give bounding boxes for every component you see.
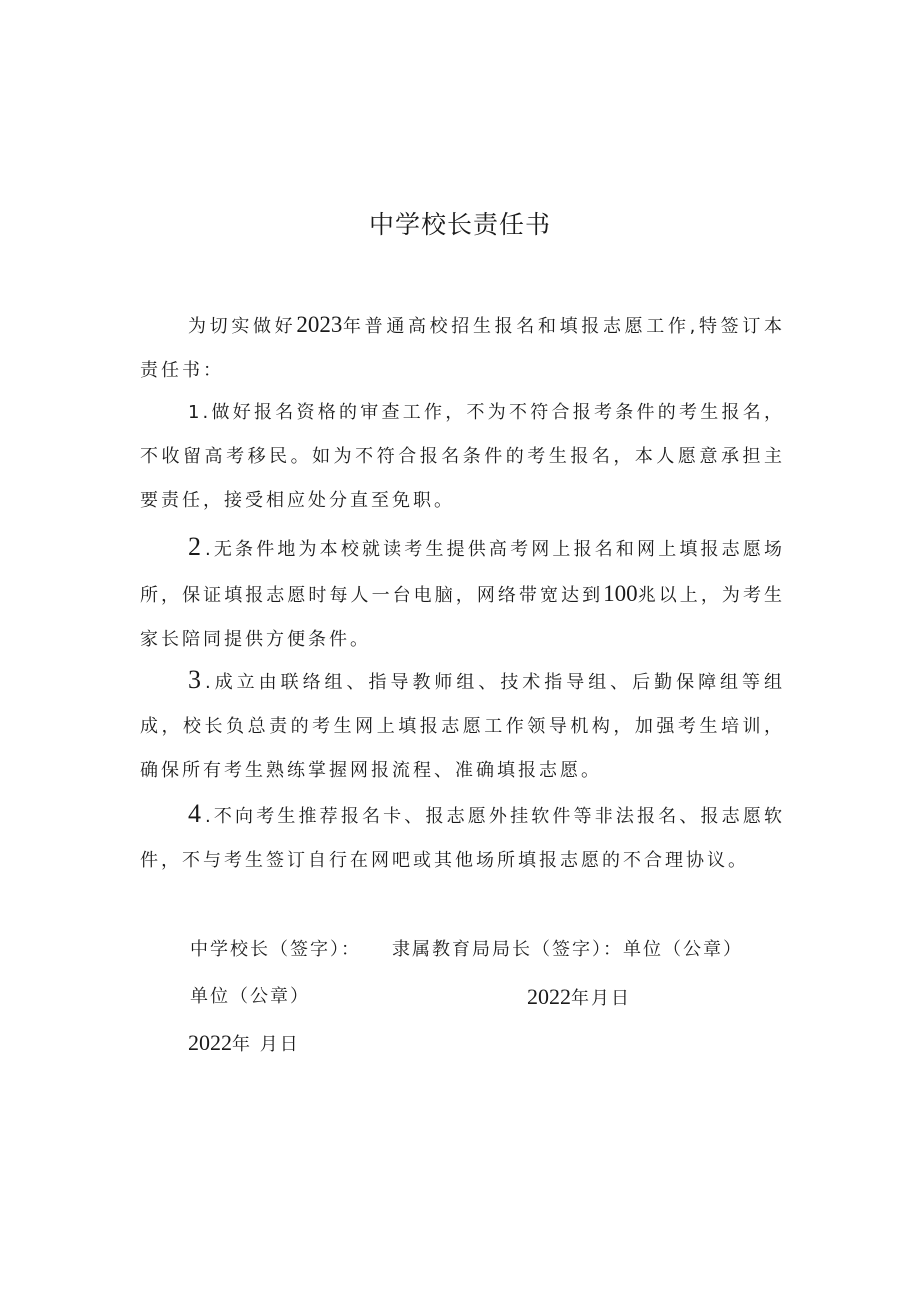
date-right-year: 2022 <box>527 984 571 1009</box>
item-2-paragraph <box>140 525 785 662</box>
date-left-suffix: 年 月日 <box>232 1034 300 1055</box>
item-2-text-after: 兆以上，为考生家长陪同提供方便条件。 <box>140 585 786 650</box>
unit-seal-label: 单位（公章） <box>190 986 310 1007</box>
principal-signature-label: 中学校长（签字）： <box>190 939 361 960</box>
item-4-paragraph <box>140 792 785 883</box>
intro-text-after: 年普通高校招生报名和填报志愿工作,特签订本责任书： <box>140 316 785 381</box>
date-left-year: 2022 <box>188 1030 232 1055</box>
intro-year: 2023 <box>296 312 343 337</box>
item-2-text-before: .无条件地为本校就读考生提供高考网上报名和网上填报志愿场所，保证填报志愿时每人一台电脑，网络带宽达到 <box>140 539 785 606</box>
item-1-number: 1. <box>188 402 212 423</box>
item-2-bandwidth: 100 <box>603 581 638 606</box>
item-2-number: 2 <box>188 532 201 561</box>
item-3-paragraph <box>140 658 785 793</box>
item-3-text: .成立由联络组、指导教师组、技术指导组、后勤保障组等组成，校长负总责的考生网上填报志愿工作领导机构，加强考生培训，确保所有考生熟练掌握网报流程、准确填报志愿。 <box>140 672 785 781</box>
bureau-signature-label: 隶属教育局局长（签字）：单位（公章） <box>392 939 743 960</box>
date-left <box>188 1030 300 1056</box>
item-1-paragraph <box>140 391 785 523</box>
item-1-text: 做好报名资格的审查工作，不为不符合报考条件的考生报名，不收留高考移民。如为不符合报名条件的考生报名，本人愿意承担主要责任，接受相应处分直至免职。 <box>140 402 785 511</box>
intro-paragraph <box>140 303 785 393</box>
item-4-number: 4 <box>188 799 201 828</box>
document-title: 中学校长责任书 <box>368 210 551 239</box>
date-right <box>527 984 631 1010</box>
intro-text-before: 为切实做好 <box>188 316 297 337</box>
date-right-suffix: 年月日 <box>571 988 631 1009</box>
item-4-text: .不向考生推荐报名卡、报志愿外挂软件等非法报名、报志愿软件，不与考生签订自行在网吧或其他场所填报志愿的不合理协议。 <box>140 806 785 871</box>
item-3-number: 3 <box>188 665 201 694</box>
